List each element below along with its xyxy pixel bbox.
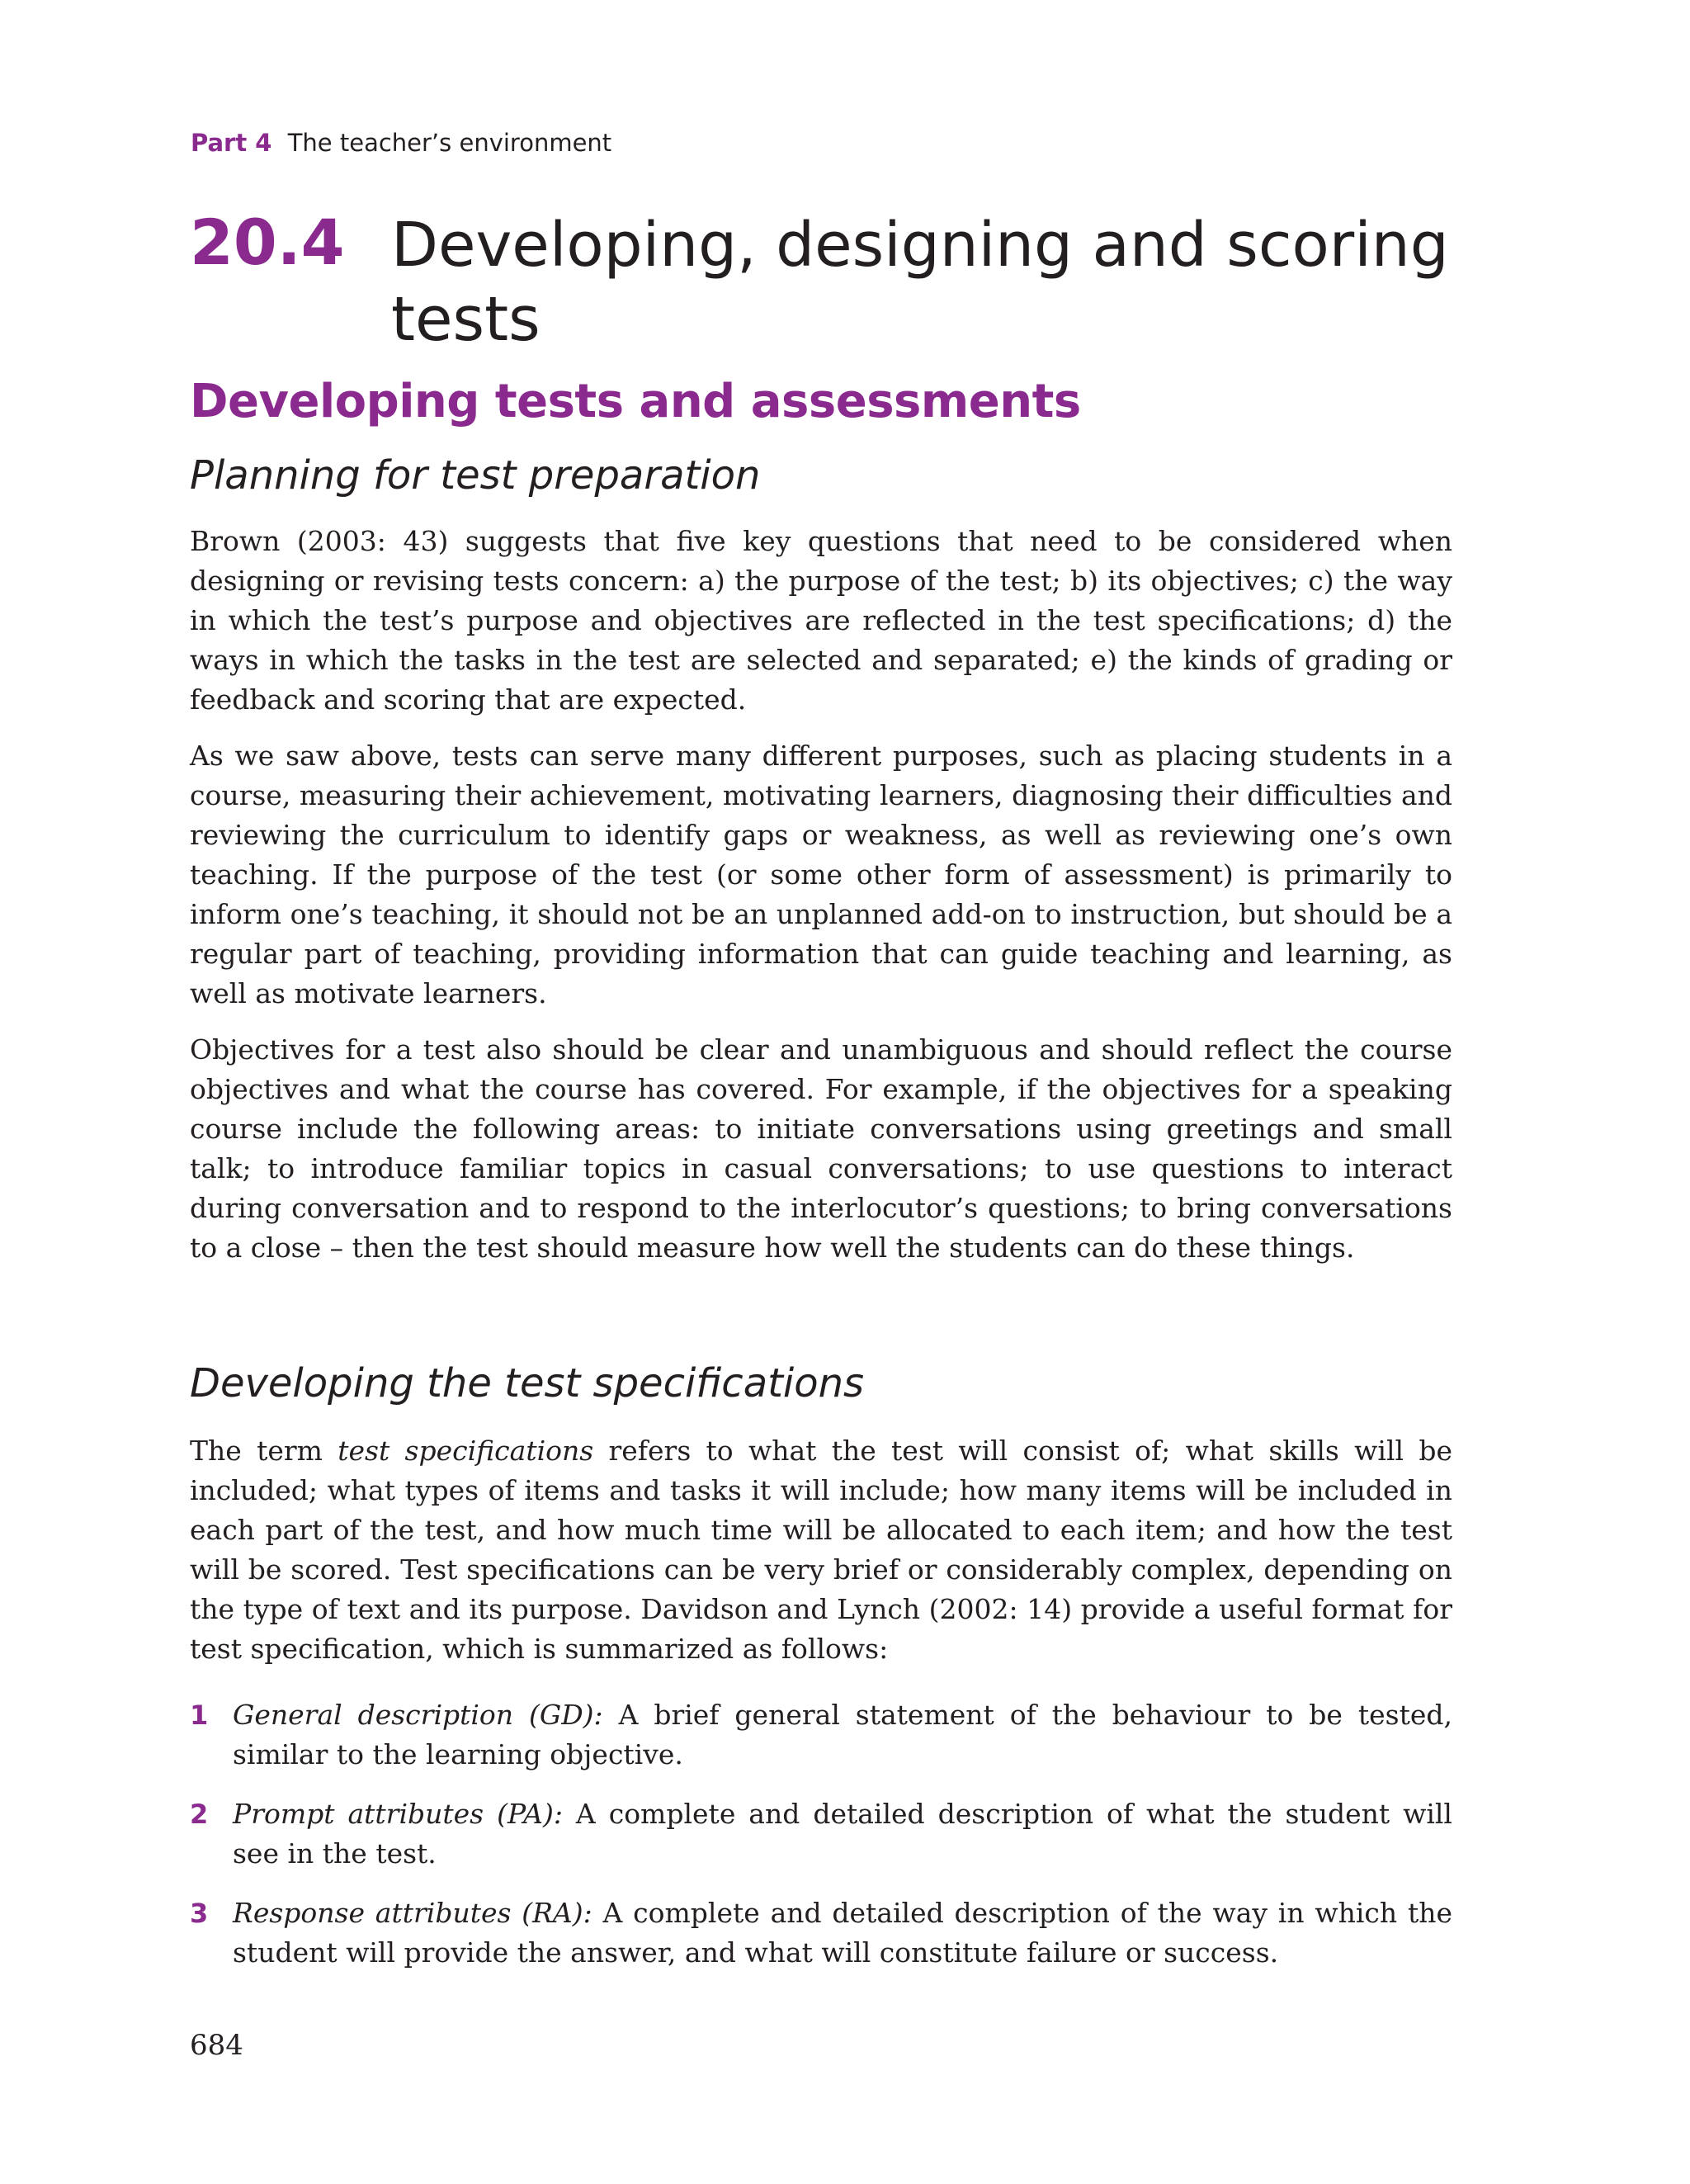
list-text: A brief general statement of the behaviour to be tested, similar to the learning objective. (233, 1699, 1452, 1770)
paragraph (190, 1431, 1452, 1669)
list-term: Prompt attributes (PA): (233, 1798, 563, 1830)
subsection-heading-planning: Planning for test preparation (190, 452, 761, 499)
paragraph: Objectives for a test also should be clear and unambiguous and should reflect the course objectives and what the course has covered. For example, if the objectives for a speaking course include the following areas: to initiate conversations using greetings and small talk; to introduce familiar topics in casual conversations; to use questions to interact during conversation and to respond to the interlocutor’s questions; to bring conversations to a close – then the test should measure how well the students can do these things. (190, 1033, 1452, 1264)
planning-body (190, 522, 1452, 1284)
list-text: A complete and detailed description of what the student will see in the test. (233, 1798, 1452, 1870)
list-item (190, 1794, 1452, 1874)
list-item (190, 1893, 1452, 1973)
list-text: A complete and detailed description of the way in which the student will provide the answer, and what will constitute failure or success. (233, 1897, 1452, 1969)
intro-text: refers to what the test will consist of; what skills will be included; what types of items and tasks it will include; how many items will be included in each part of the test, and how much time will be allocated to each item; and how the test will be scored. Test specifications can be very brief or considerably complex, depending on the type of text and its purpose. Davidson and Lynch (2002: 14) provide a useful format for test specification, which is summarized as follows: (190, 1435, 1453, 1665)
intro-text: The term (190, 1435, 338, 1467)
paragraph: Brown (2003: 43) suggests that five key questions that need to be considered when designing or revising tests concern: a) the purpose of the test; b) its objectives; c) the way in which the test’s purpose and objectives are reflected in the test specifications; d) the ways in which the tasks in the test are selected and separated; e) the kinds of grading or feedback and scoring that are expected. (190, 525, 1452, 716)
page-number: 684 (190, 2029, 243, 2062)
main-heading: Developing tests and assessments (190, 375, 1081, 428)
subsection-heading-specifications: Developing the test specifications (190, 1360, 865, 1406)
list-item (190, 1695, 1452, 1775)
section-number: 20.4 (190, 206, 345, 279)
list-number: 1 (190, 1699, 209, 1731)
intro-term: test specifications (338, 1435, 594, 1467)
running-head-title: The teacher’s environment (287, 129, 612, 157)
running-head-part: Part 4 (191, 129, 272, 157)
running-head (191, 129, 611, 157)
list-number: 3 (190, 1898, 209, 1929)
section-title: Developing, designing and scoring tests (391, 210, 1449, 355)
specifications-intro (190, 1431, 1452, 1685)
specification-list (190, 1695, 1452, 1993)
list-term: General description (GD): (233, 1699, 603, 1731)
list-term: Response attributes (RA): (233, 1897, 592, 1929)
paragraph: As we saw above, tests can serve many different purposes, such as placing students in a course, measuring their achievement, motivating learners, diagnosing their difficulties and reviewing the curriculum to identify gaps or weakness, as well as reviewing one’s own teaching. If the purpose of the test (or some other form of assessment) is primarily to inform one’s teaching, it should not be an unplanned add-on to instruction, but should be a regular part of teaching, providing information that can guide teaching and learning, as well as motivate learners. (190, 740, 1452, 1009)
list-number: 2 (190, 1799, 209, 1830)
